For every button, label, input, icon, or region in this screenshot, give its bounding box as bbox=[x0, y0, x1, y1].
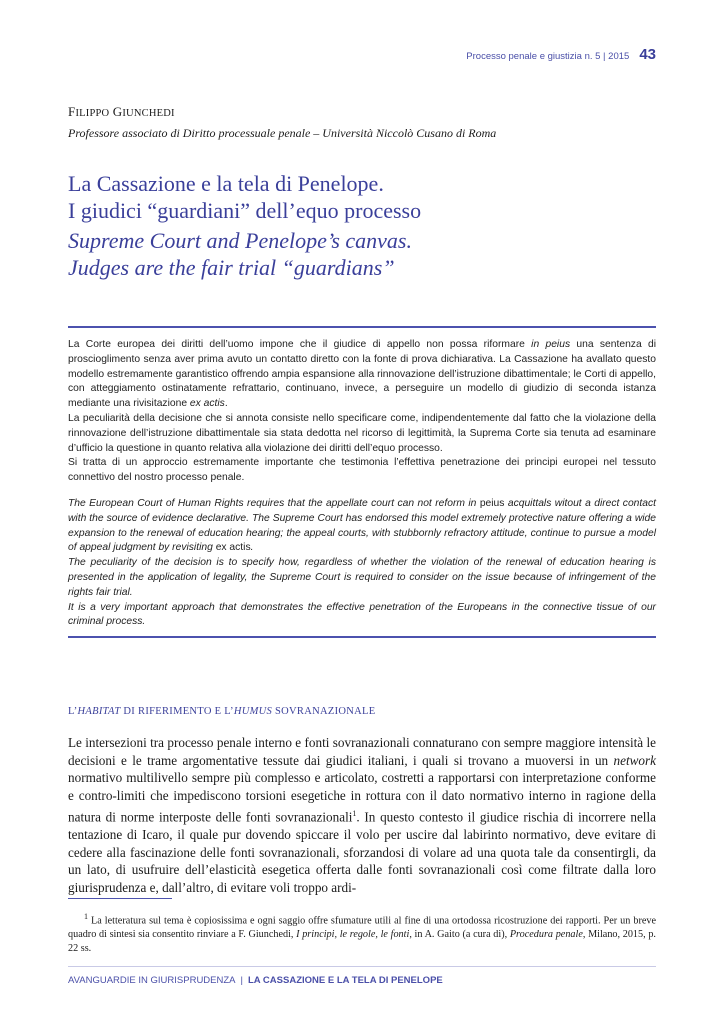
title-italian-line2: I giudici “guardiani” dell’equo processo bbox=[68, 198, 422, 223]
abstract-it-paragraph: La peculiarità della decisione che si annota consiste nello specificare come, indipendentemente dal fatto che la violazione della rinnovazione dell’istruzione dibattimentale sia stata dedotta nel ricorso di legittimità, la Suprema Corte sia tenuta ad esaminare d’ufficio la questione in quanto relativa alla violazione dei diritti dell’equo processo. bbox=[68, 412, 656, 454]
author-name: FILIPPO GIUNCHEDI bbox=[68, 104, 175, 119]
running-footer bbox=[68, 966, 656, 986]
footer-section: AVANGUARDIE IN GIURISPRUDENZA bbox=[68, 975, 236, 986]
abstract-it-paragraph: La Corte europea dei diritti dell’uomo impone che il giudice di appello non possa riformare in peius una sentenza di proscioglimento senza aver prima avuto un contatto diretto con la fonte di prova dichiarativa. La Cassazione ha avallato questo modello estremamente garantistico offrendo ampia espansione alla rinnovazione dell’istruzione dibattimentale; le Corti di appello, con atteggiamento ostinatamente refrattario, continuano, invece, a perseguire un modello di giudizio di seconda istanza mediante una rivisitazione ex actis. bbox=[68, 339, 656, 410]
title-english-line2: Judges are the fair trial “guardians” bbox=[68, 255, 395, 280]
footnote-ref[interactable]: 1 bbox=[352, 808, 357, 818]
abstract-italian bbox=[68, 338, 656, 486]
section-heading: L’HABITAT DI RIFERIMENTO E L’HUMUS SOVRANAZIONALE bbox=[68, 706, 376, 717]
journal-name: Processo penale e giustizia n. 5 | 2015 bbox=[466, 51, 630, 62]
author-affiliation: Professore associato di Diritto processuale penale – Università Niccolò Cusano di Roma bbox=[68, 126, 497, 140]
page-number: 43 bbox=[639, 46, 656, 63]
abstract-en-paragraph: The European Court of Human Rights requires that the appellate court can not reform in peius acquittals witout a direct contact with the source of evidence declarative. The Supreme Court has endorsed this model extremely protective nature offering a wide expansion to the renewal of education hearing; the appeal courts, with stubbornly refractory attitude, continue to pursue a model of appeal judgment by revisiting ex actis. bbox=[68, 497, 657, 554]
body-paragraph: Le intersezioni tra processo penale interno e fonti sovranazionali connaturano con sempre maggiore intensità le decisioni e le trame argomentative tessute dai giudici italiani, i quali si trovano a muoversi in un network normativo multilivello sempre più complesso e articolato, costretti a rapportarsi con interpretazione conforme e contro-limiti che impediscono torsioni esegetiche in rottura con il dato normativo interno in ragione della natura di norme interposte delle fonti sovranazionali$^1$. In questo contesto il giudice rischia di incorrere nella tentazione di Icaro, il quale pur dovendo spiccare il volo per uscire dal labirinto normativo, deve evitare di cedere alla fascinazione delle fonti sovranazionali, sforzandosi di volare ad una quota tale da consentirgli, da un lato, di usufruire dell’elasticità esegetica offerta dalle fonti sovranazionali così come filtrate dalla loro giurisprudenza e, dall’altro, di evitare voli troppo ardi- bbox=[68, 735, 656, 896]
running-header bbox=[466, 46, 656, 63]
footer-article-title: LA CASSAZIONE E LA TELA DI PENELOPE bbox=[247, 975, 443, 986]
article-title bbox=[68, 170, 656, 281]
abstract-english bbox=[68, 497, 656, 630]
title-italian-line1: La Cassazione e la tela di Penelope. bbox=[68, 171, 384, 196]
body-text bbox=[68, 734, 656, 897]
abstract-box bbox=[68, 326, 656, 638]
abstract-en-paragraph: The peculiarity of the decision is to specify how, regardless of whether the violation of the renewal of education hearing is presented in the application of legality, the Supreme Court is required to consider on the issue because of infringement of the rights fair trial. bbox=[68, 557, 656, 598]
abstract-en-paragraph: It is a very important approach that demonstrates the effective penetration of the Europeans in the connective tissue of our criminal process. bbox=[68, 601, 656, 628]
footnote: $^1$ La letteratura sul tema è copiosissima e ogni saggio offre sfumature utili al fine di una ortodossa ricostruzione dei rapporti. Per un breve quadro di sintesi sia consentito rinviare a F. Giunchedi, I principi, le regole, le fonti, in A. Gaito (a cura di), Procedura penale, Milano, 2015, p. 22 ss. bbox=[68, 912, 656, 955]
footnote-divider bbox=[68, 898, 172, 899]
footnote-number: 1 bbox=[84, 912, 88, 921]
title-english-line1: Supreme Court and Penelope’s canvas. bbox=[68, 228, 412, 253]
title-english bbox=[68, 227, 656, 281]
abstract-it-paragraph: Si tratta di un approccio estremamente importante che testimonia l’effettiva penetrazione dei principi europei nel tessuto connettivo del nostro processo penale. bbox=[68, 457, 656, 484]
footer-separator: | bbox=[240, 975, 243, 986]
